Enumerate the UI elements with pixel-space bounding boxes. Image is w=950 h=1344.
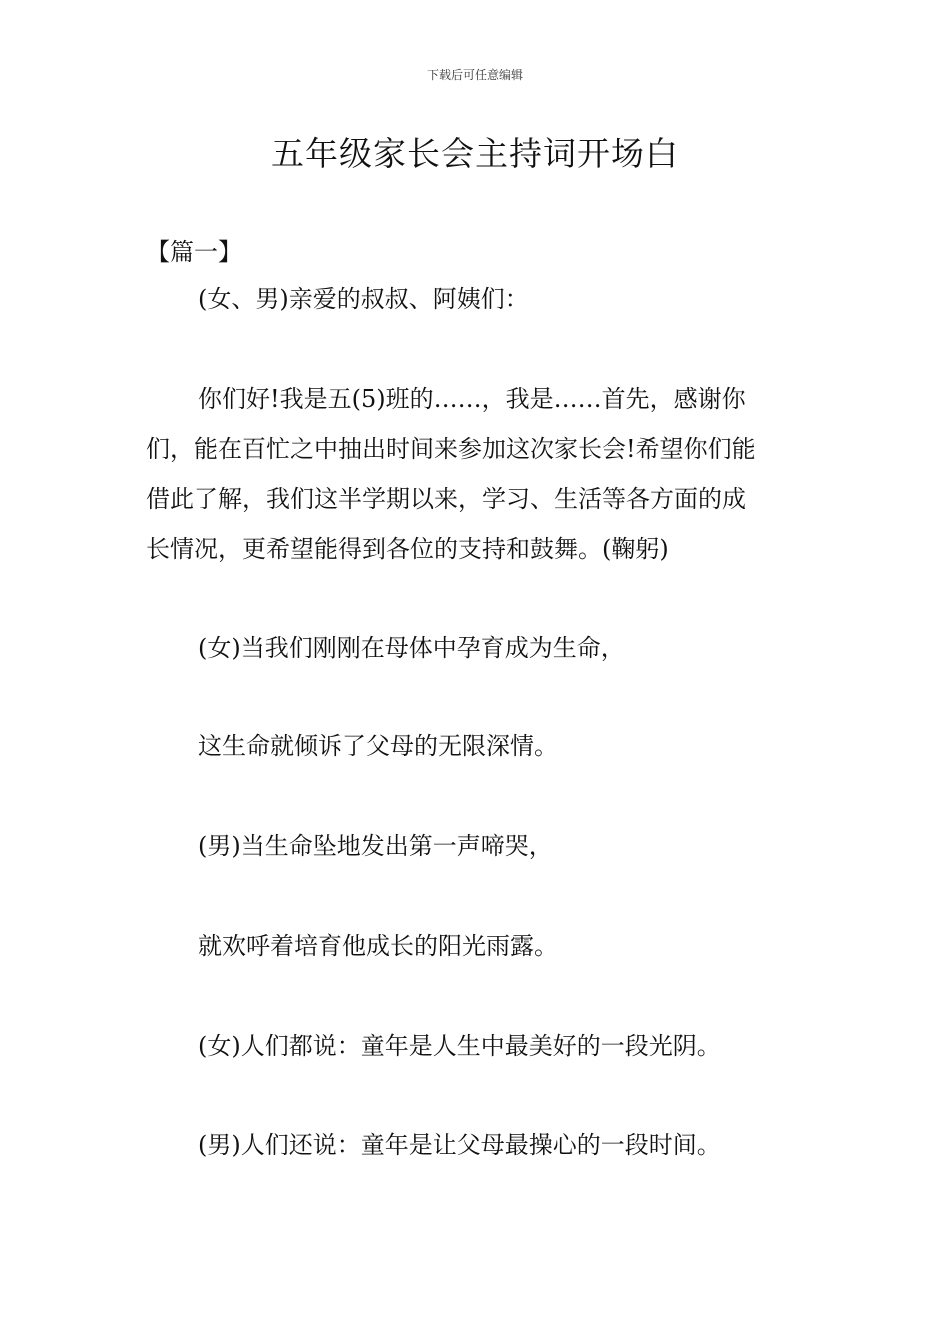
intro-line-1: 你们好!我是五(5)班的……，我是……首先，感谢你 [198,385,746,413]
greeting-line: (女、男)亲爱的叔叔、阿姨们： [198,285,529,313]
section-label: 【篇一】 [146,238,242,266]
document-title: 五年级家长会主持词开场白 [271,134,679,173]
script-line-5: (女)人们都说：童年是人生中最美好的一段光阴。 [198,1032,721,1060]
intro-line-3: 借此了解，我们这半学期以来，学习、生活等各方面的成 [146,485,746,513]
script-line-4: 就欢呼着培育他成长的阳光雨露。 [198,932,558,960]
script-line-1: (女)当我们刚刚在母体中孕育成为生命， [198,634,625,662]
header-note: 下载后可任意编辑 [426,68,523,82]
intro-line-2: 们，能在百忙之中抽出时间来参加这次家长会!希望你们能 [146,435,756,463]
script-line-3: (男)当生命坠地发出第一声啼哭， [198,832,553,860]
script-line-2: 这生命就倾诉了父母的无限深情。 [198,732,558,760]
intro-line-4: 长情况，更希望能得到各位的支持和鼓舞。(鞠躬) [146,535,669,563]
script-line-6: (男)人们还说：童年是让父母最操心的一段时间。 [198,1131,721,1159]
